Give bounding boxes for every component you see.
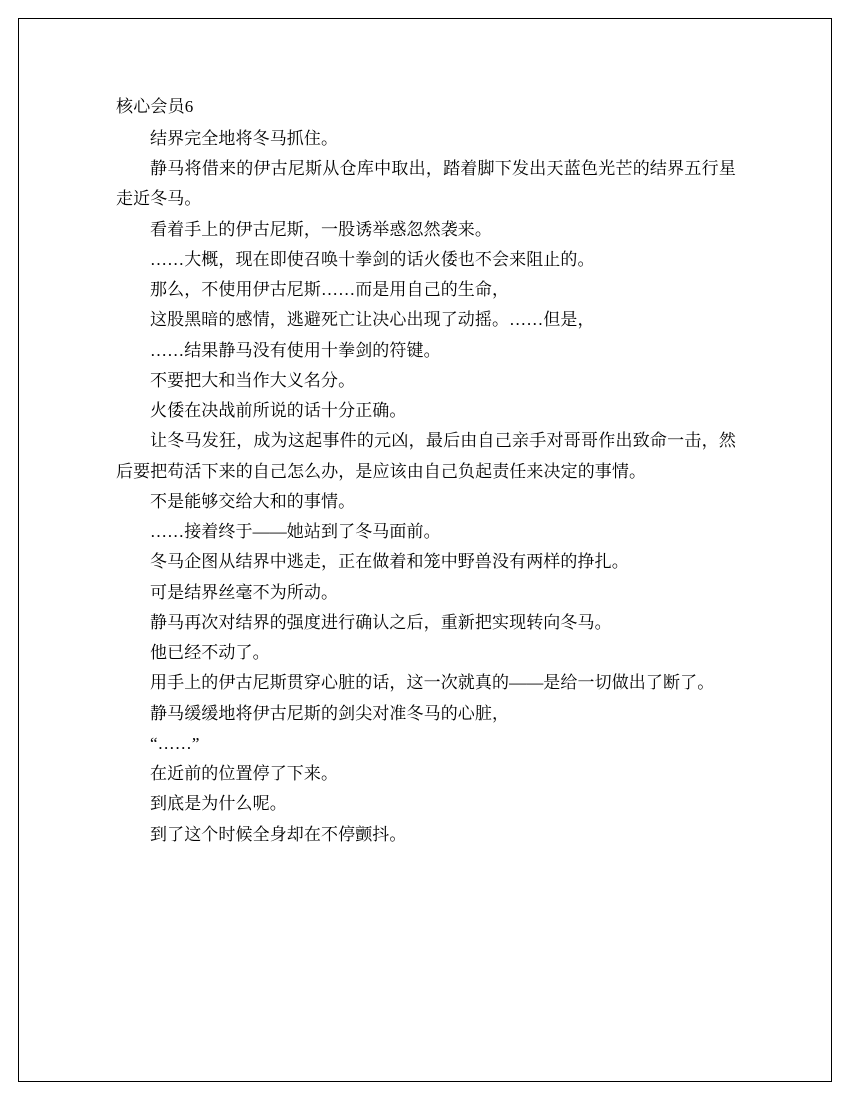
paragraph: 不要把大和当作大义名分。 (150, 370, 356, 390)
paragraph: 他已经不动了。 (150, 643, 270, 662)
paragraph: 静马将借来的伊古尼斯从仓库中取出，踏着脚下发出天蓝色光芒的结界五行星走近冬马。 (116, 159, 736, 209)
paragraph: ……大概，现在即使召唤十拳剑的话火倭也不会来阻止的。 (150, 249, 595, 269)
paragraph: 到了这个时候全身却在不停颤抖。 (150, 824, 407, 844)
paragraph: 火倭在决战前所说的话十分正确。 (150, 401, 407, 420)
paragraph: 静马再次对结界的强度进行确认之后，重新把实现转向冬马。 (150, 612, 612, 632)
paragraph: 看着手上的伊古尼斯，一股诱举惑忽然袭来。 (150, 219, 492, 239)
paragraph: 那么，不使用伊古尼斯……而是用自己的生命， (150, 280, 510, 299)
paragraph: 这股黑暗的感情，逃避死亡让决心出现了动摇。……但是， (150, 310, 595, 330)
document-body (116, 92, 736, 850)
paragraph: 可是结界丝毫不为所动。 (150, 582, 339, 602)
paragraph: 冬马企图从结界中逃走，正在做着和笼中野兽没有两样的挣扎。 (150, 552, 629, 572)
page-title: 核心会员6 (116, 97, 194, 116)
paragraph: 结界完全地将冬马抓住。 (150, 128, 339, 148)
paragraph: 静马缓缓地将伊古尼斯的剑尖对准冬马的心脏， (150, 703, 510, 723)
paragraph: 用手上的伊古尼斯贯穿心脏的话，这一次就真的——是给一切做出了断了。 (150, 673, 715, 693)
paragraph: 让冬马发狂，成为这起事件的元凶，最后由自己亲手对哥哥作出致命一击，然后要把苟活下来的自己怎么办，是应该由自己负起责任来决定的事情。 (116, 431, 736, 481)
paragraph: 在近前的位置停了下来。 (150, 764, 339, 783)
paragraph: ……接着终于——她站到了冬马面前。 (150, 522, 441, 541)
paragraph: ……结果静马没有使用十拳剑的符键。 (150, 340, 441, 360)
paragraph: 不是能够交给大和的事情。 (150, 491, 356, 511)
paragraph: 到底是为什么呢。 (150, 794, 287, 814)
paragraph: “……” (150, 733, 200, 753)
